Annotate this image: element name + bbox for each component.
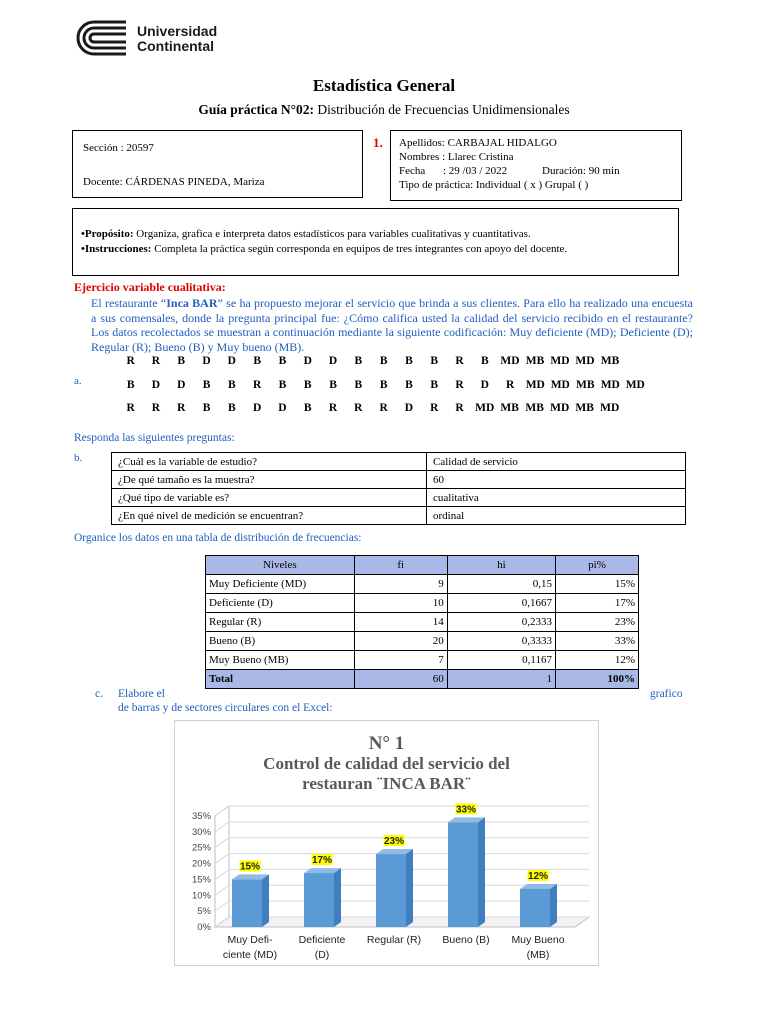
observation-code: R	[328, 402, 338, 414]
category-label: Regular (R)	[366, 934, 422, 946]
level-cell: Total	[206, 670, 355, 689]
exercise-text-2: ” se ha propuesto mejorar el servicio que brinda a sus clientes. Para ello ha realizado una encuesta a sus comensales, donde la pregunta principal fue: ¿Cómo califica usted la calidad del servicio recibido en el restaurante? Los datos recolectados se muestran a continuación mediante la siguiente codificación: Muy deficiente (MD); Deficiente (D); Regular (R); Bueno (B) y Muy bueno (MB).	[91, 296, 694, 354]
answer-cell: 60	[427, 471, 686, 489]
question-row	[112, 507, 686, 525]
question-cell: ¿Cuál es la variable de estudio?	[112, 453, 427, 471]
observation-code: R	[151, 402, 161, 414]
freq-row	[206, 594, 639, 613]
label-c: c.	[95, 688, 103, 700]
y-tick-label: 25%	[191, 842, 211, 854]
questions-table	[111, 452, 686, 525]
pi-cell: 15%	[556, 575, 639, 594]
observation-code: B	[430, 379, 439, 391]
observation-code: B	[177, 355, 186, 367]
surnames-text: Apellidos: CARBAJAL HIDALGO	[399, 137, 557, 149]
fi-cell: 20	[354, 632, 447, 651]
observation-code: MD	[525, 379, 545, 391]
observation-code: B	[278, 355, 287, 367]
category-label: (MB)	[526, 949, 550, 961]
observation-code: B	[126, 379, 135, 391]
observation-code: MD	[550, 355, 570, 367]
answer-cell: Calidad de servicio	[427, 453, 686, 471]
level-cell: Deficiente (D)	[206, 594, 355, 613]
freq-total-row	[206, 670, 639, 689]
fi-cell: 9	[354, 575, 447, 594]
fi-cell: 60	[354, 670, 447, 689]
bar-side	[550, 884, 557, 927]
pi-cell: 17%	[556, 594, 639, 613]
questions-intro: Responda las siguientes preguntas:	[74, 432, 235, 444]
data-label: 17%	[311, 855, 333, 867]
bar-side	[478, 817, 485, 927]
frequency-table	[205, 555, 639, 689]
bar	[232, 879, 262, 927]
category-label: Bueno (B)	[442, 934, 490, 946]
purpose-text: Organiza, grafica e interpreta datos estadísticos para variables cualitativas y cuantitativas.	[133, 228, 531, 240]
observation-code: MB	[500, 402, 519, 414]
observation-code: B	[303, 402, 312, 414]
observation-code: B	[354, 355, 363, 367]
answer-cell: cualitativa	[427, 489, 686, 507]
bar-chart	[175, 721, 598, 965]
question-row	[112, 489, 686, 507]
observation-code: B	[278, 379, 287, 391]
fi-cell: 7	[354, 651, 447, 670]
freq-header-pi: pi%	[556, 556, 639, 575]
pi-cell: 12%	[556, 651, 639, 670]
observation-code: R	[177, 402, 186, 414]
subtitle-bold: Guía práctica N°02:	[198, 102, 314, 117]
data-label: 15%	[239, 861, 261, 873]
observation-code: R	[505, 379, 515, 391]
hi-cell: 0,3333	[447, 632, 555, 651]
observation-code: R	[354, 402, 363, 414]
exercise-paragraph	[91, 296, 693, 354]
chart-container	[174, 720, 599, 966]
observation-code: MD	[550, 379, 570, 391]
hi-cell: 0,1167	[447, 651, 555, 670]
answer-cell: ordinal	[427, 507, 686, 525]
observation-code: D	[404, 402, 414, 414]
data-label: 23%	[383, 836, 405, 848]
purpose-label: •Propósito:	[81, 228, 134, 240]
observation-code: R	[126, 402, 135, 414]
data-label: 12%	[527, 870, 549, 882]
observation-code: B	[379, 355, 388, 367]
observation-code: MB	[600, 355, 620, 367]
freq-header-row	[206, 556, 639, 575]
date-value: : 29 /03 / 2022	[443, 165, 508, 177]
observation-code: B	[481, 355, 489, 367]
purpose-line	[81, 228, 531, 240]
part-c-text-3: de barras y de sectores circulares con el Excel:	[118, 702, 333, 714]
bar-side	[406, 849, 413, 927]
y-tick-label: 10%	[191, 890, 211, 902]
observation-code: MD	[550, 402, 570, 414]
observation-code: MB	[576, 379, 595, 391]
fi-cell: 10	[354, 594, 447, 613]
exercise-marker: 1.	[373, 135, 383, 150]
label-a: a.	[74, 375, 82, 387]
observation-code: R	[126, 355, 135, 367]
observation-code: D	[328, 355, 338, 367]
level-cell: Muy Deficiente (MD)	[206, 575, 355, 594]
hi-cell: 0,1667	[447, 594, 555, 613]
y-tick-label: 0%	[197, 922, 211, 933]
chart-side-wall	[215, 806, 229, 927]
question-cell: ¿De qué tamaño es la muestra?	[112, 471, 427, 489]
instructions-text: Completa la práctica según corresponda en equipos de tres integrantes con apoyo del docente.	[151, 243, 568, 255]
freq-header-niveles: Niveles	[206, 556, 355, 575]
part-c-text-1: Elabore el	[118, 688, 165, 700]
observation-code: R	[455, 355, 464, 367]
bar	[304, 873, 334, 927]
hi-cell: 1	[447, 670, 555, 689]
observation-code: MB	[525, 355, 545, 367]
observation-code: B	[354, 379, 363, 391]
observation-code: D	[252, 402, 262, 414]
freq-row	[206, 632, 639, 651]
chart-title-number: N° 1	[368, 733, 405, 754]
section-text: Sección : 20597	[83, 142, 154, 154]
university-logo	[76, 20, 128, 61]
freq-row	[206, 575, 639, 594]
pi-cell: 33%	[556, 632, 639, 651]
question-cell: ¿En qué nivel de medición se encuentran?	[112, 507, 427, 525]
y-tick-label: 30%	[191, 826, 211, 838]
observation-code: D	[303, 355, 312, 367]
observation-code: D	[480, 379, 489, 391]
pi-cell: 23%	[556, 613, 639, 632]
teacher-text: Docente: CÁRDENAS PINEDA, Mariza	[83, 176, 265, 188]
category-label: Muy Defi-	[227, 934, 273, 946]
exercise-heading: Ejercicio variable cualitativa:	[74, 280, 226, 294]
question-cell: ¿Qué tipo de variable es?	[112, 489, 427, 507]
info-left-box	[72, 130, 363, 198]
freq-header-fi: fi	[354, 556, 447, 575]
freq-row	[206, 613, 639, 632]
observation-code: B	[228, 379, 236, 391]
observation-code: R	[151, 355, 161, 367]
part-c-text-2: grafico	[650, 688, 683, 700]
info-right-box	[390, 130, 682, 201]
observation-code: B	[202, 379, 211, 391]
observation-code: MB	[575, 402, 594, 414]
observation-code: MD	[600, 402, 620, 414]
observation-code: MD	[600, 379, 620, 391]
freq-row	[206, 651, 639, 670]
freq-header-hi: hi	[447, 556, 555, 575]
observation-code: B	[303, 379, 312, 391]
date-label: Fecha	[399, 165, 426, 177]
chart-title-line2: Control de calidad del servicio del	[263, 754, 510, 773]
y-tick-label: 20%	[191, 858, 211, 870]
observation-code: MB	[525, 402, 544, 414]
practice-type-text: Tipo de práctica: Individual ( x ) Grupal ( )	[399, 179, 589, 191]
freq-intro: Organice los datos en una tabla de distribución de frecuencias:	[74, 532, 362, 544]
instructions-label: •Instrucciones:	[81, 243, 152, 255]
category-label: ciente (MD)	[222, 949, 278, 961]
category-label: Muy Bueno	[511, 934, 565, 946]
observation-code: B	[405, 355, 413, 367]
logo-line-1: Universidad	[137, 23, 218, 39]
observation-code: R	[430, 402, 439, 414]
bar-side	[334, 868, 341, 927]
hi-cell: 0,2333	[447, 613, 555, 632]
category-label: Deficiente	[298, 934, 346, 946]
bar	[448, 822, 478, 927]
observation-code: D	[227, 355, 236, 367]
label-b: b.	[74, 452, 83, 464]
page-title: Estadística General	[312, 76, 456, 95]
logo-line-2: Continental	[137, 38, 214, 54]
observation-code: MD	[475, 402, 495, 414]
observation-code: MD	[500, 355, 520, 367]
observation-code: B	[405, 379, 413, 391]
observation-code: B	[202, 402, 211, 414]
observation-code: B	[329, 379, 337, 391]
purpose-box	[72, 208, 679, 276]
observation-code: MD	[625, 379, 645, 391]
observation-code: B	[379, 379, 388, 391]
chart-title-line3: restauran ¨INCA BAR¨	[302, 774, 471, 793]
level-cell: Bueno (B)	[206, 632, 355, 651]
observation-code: R	[455, 379, 464, 391]
y-tick-label: 5%	[197, 906, 211, 918]
page-subtitle	[0, 102, 768, 118]
data-label: 33%	[455, 804, 477, 816]
bar-side	[262, 874, 269, 927]
observation-code: D	[202, 355, 211, 367]
observation-code: B	[430, 355, 439, 367]
observation-code: B	[253, 355, 261, 367]
subtitle-rest: Distribución de Frecuencias Unidimensionales	[313, 102, 570, 117]
category-label: (D)	[314, 949, 330, 961]
observation-code: R	[379, 402, 388, 414]
pi-cell: 100%	[556, 670, 639, 689]
y-tick-label: 35%	[191, 811, 211, 822]
level-cell: Muy Bueno (MB)	[206, 651, 355, 670]
names-text: Nombres : Llarec Cristina	[399, 151, 514, 163]
observation-code: MD	[575, 355, 595, 367]
y-tick-label: 15%	[191, 874, 211, 886]
fi-cell: 14	[354, 613, 447, 632]
duration-text: Duración: 90 min	[542, 165, 620, 177]
brand-name: Inca BAR	[166, 296, 218, 310]
observation-code: R	[252, 379, 262, 391]
observation-code: D	[151, 379, 161, 391]
observation-code: B	[228, 402, 236, 414]
observation-code: D	[278, 402, 287, 414]
instructions-line	[81, 243, 567, 255]
bar	[520, 889, 550, 927]
observation-code: R	[455, 402, 464, 414]
observation-code: D	[177, 379, 186, 391]
exercise-text-1: El restaurante “	[91, 296, 167, 310]
question-row	[112, 471, 686, 489]
logo-wordmark	[137, 24, 217, 54]
question-row	[112, 453, 686, 471]
bar	[376, 854, 406, 927]
level-cell: Regular (R)	[206, 613, 355, 632]
university-logo-icon	[76, 20, 128, 56]
hi-cell: 0,15	[447, 575, 555, 594]
